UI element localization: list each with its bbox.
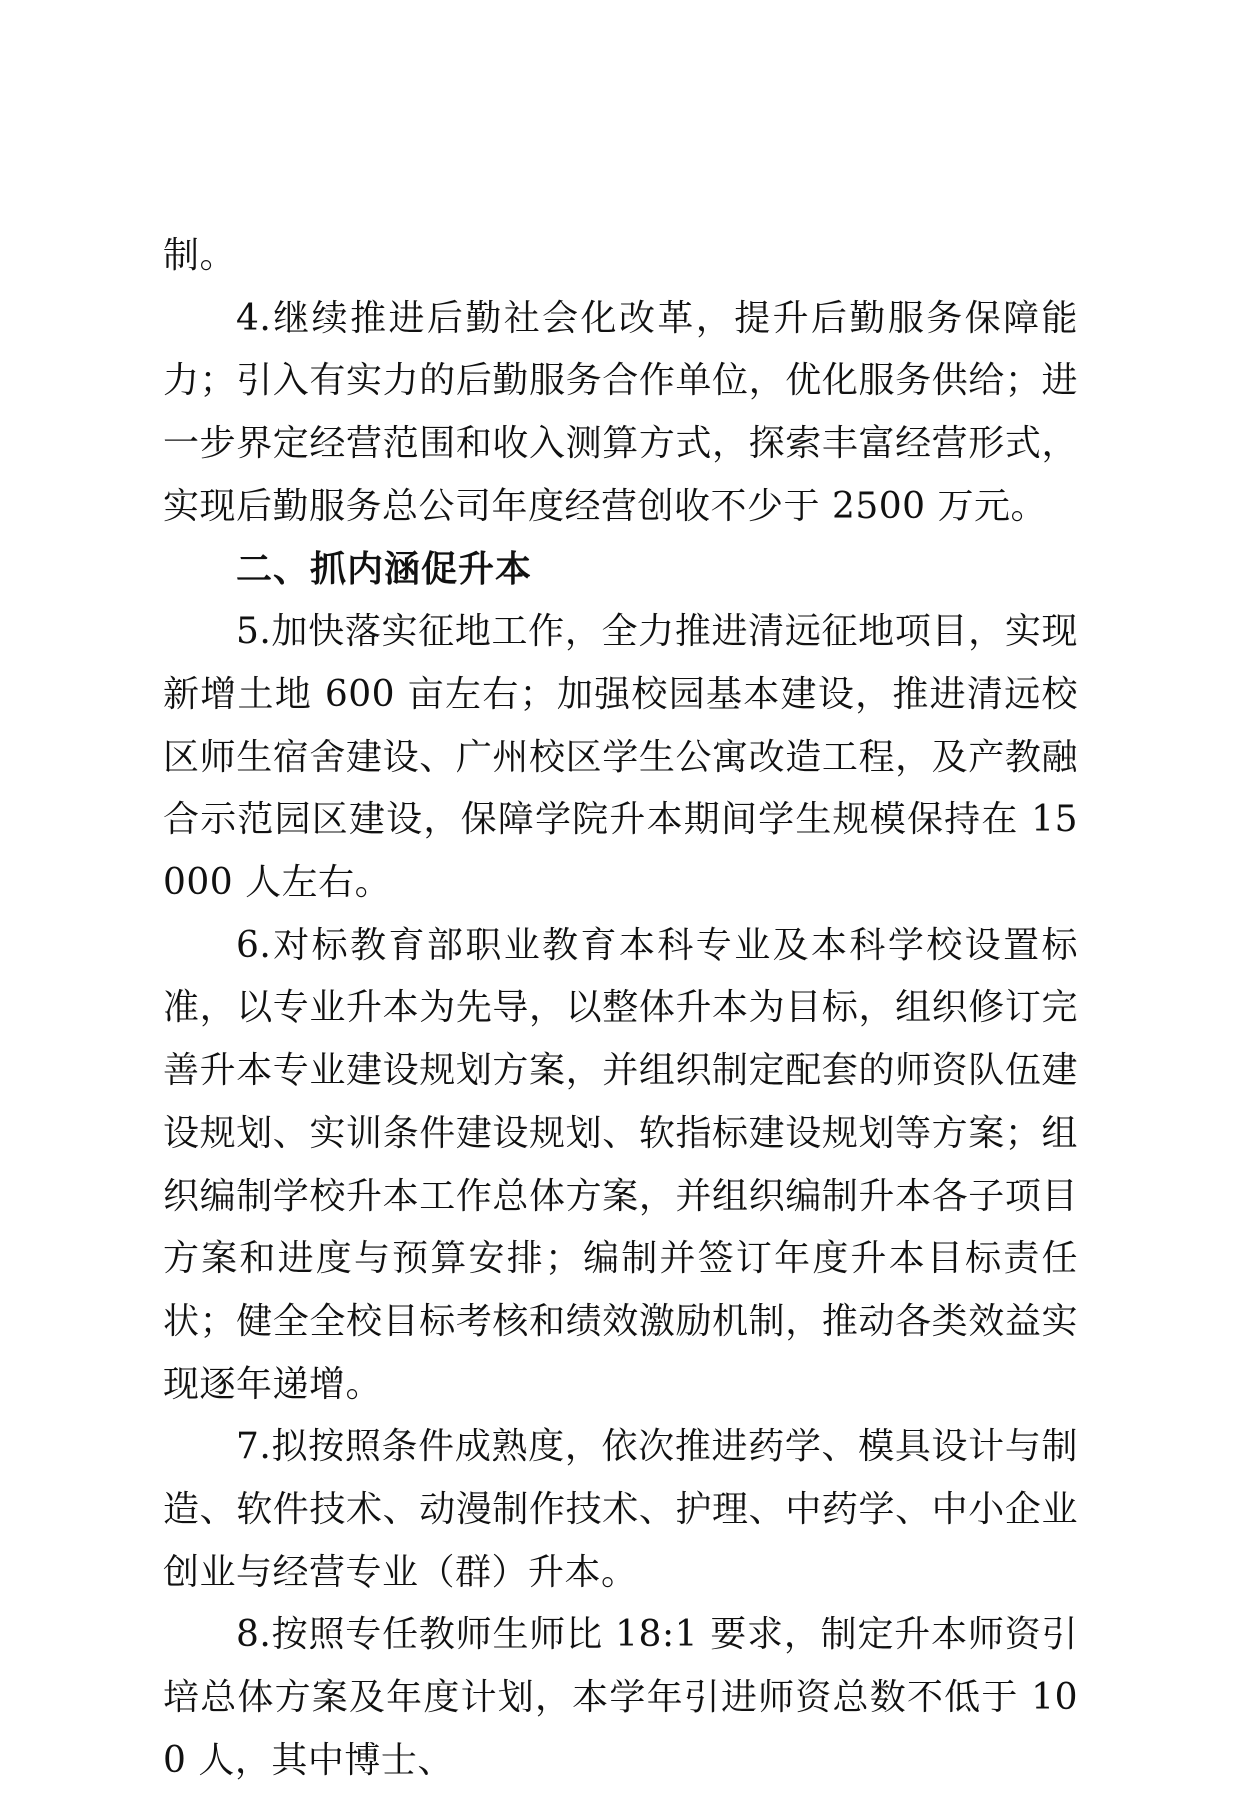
paragraph-continuation: 制。 xyxy=(163,235,237,276)
paragraph-item-7: 7.拟按照条件成熟度，依次推进药学、模具设计与制造、软件技术、动漫制作技术、护理、中药学、中小企业创业与经营专业（群）升本。 xyxy=(163,1426,1078,1593)
paragraph-item-4: 4.继续推进后勤社会化改革，提升后勤服务保障能力；引入有实力的后勤服务合作单位，优化服务供给；进一步界定经营范围和收入测算方式，探索丰富经营形式，实现后勤服务总公司年度经营创收不少于 2500 万元。 xyxy=(163,297,1078,527)
section-heading-2: 二、抓内涵促升本 xyxy=(236,548,533,590)
document-body xyxy=(163,225,1078,1793)
paragraph-item-8: 8.按照专任教师生师比 18:1 要求，制定升本师资引培总体方案及年度计划，本学年引进师资总数不低于 100 人，其中博士、 xyxy=(163,1614,1078,1781)
paragraph-item-6: 6.对标教育部职业教育本科专业及本科学校设置标准，以专业升本为先导，以整体升本为目标，组织修订完善升本专业建设规划方案，并组织制定配套的师资队伍建设规划、实训条件建设规划、软指标建设规划等方案；组织编制学校升本工作总体方案，并组织编制升本各子项目方案和进度与预算安排；编制并签订年度升本目标责任状；健全全校目标考核和绩效激励机制，推动各类效益实现逐年递增。 xyxy=(163,924,1078,1405)
paragraph-item-5: 5.加快落实征地工作，全力推进清远征地项目，实现新增土地 600 亩左右；加强校园基本建设，推进清远校区师生宿舍建设、广州校区学生公寓改造工程，及产教融合示范园区建设，保障学院升本期间学生规模保持在 15000 人左右。 xyxy=(163,611,1078,904)
